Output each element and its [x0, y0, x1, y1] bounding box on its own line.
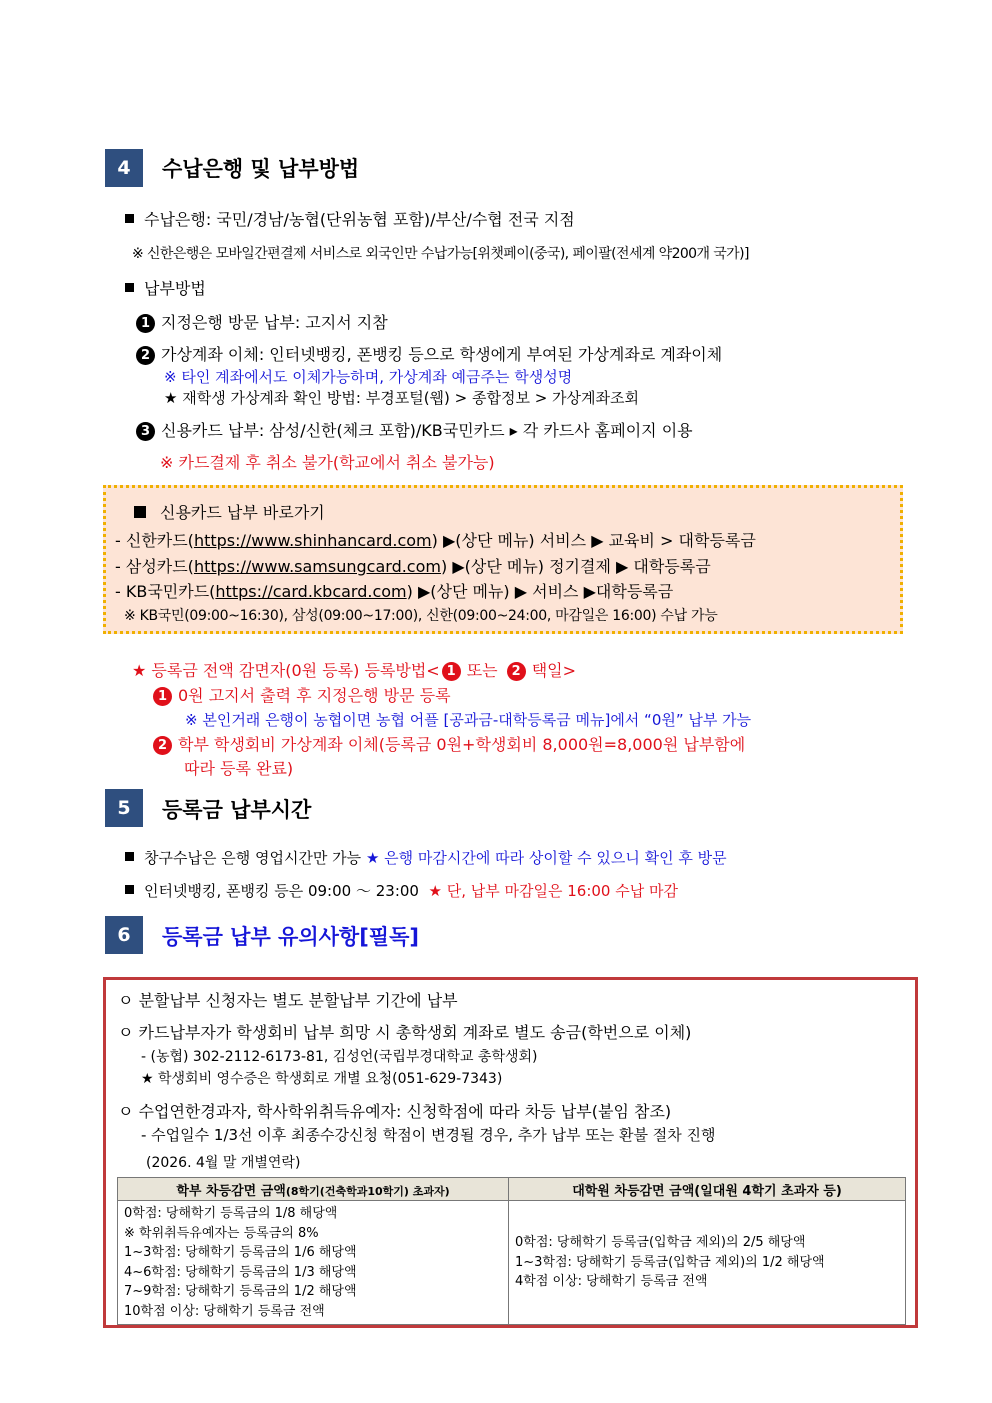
notice-item-1: ㅇ 분할납부 신청자는 별도 분할납부 기간에 납부 [118, 991, 458, 1010]
exemption-option-1-note: ※ 본인거래 은행이 농협이면 농협 어플 [공과금-대학등록금 메뉴]에서 “0원” 납부 가능 [185, 711, 752, 729]
shinhan-card-line: - 신한카드(https://www.shinhancard.com) ▶(상단 메뉴) 서비스 ▶ 교육비 > 대학등록금 [115, 531, 756, 550]
shinhan-note: ※ 신한은행은 모바일간편결제 서비스로 외국인만 수납가능[위챗페이(중국), 페이팔(전세계 약200개 국가)] [132, 246, 749, 262]
method-3: 3 신용카드 납부: 삼성/신한(체크 포함)/KB국민카드 ▸ 각 카드사 홈페이지 이용 [136, 418, 693, 441]
square-bullet-icon [125, 214, 134, 223]
section-6-number: 6 [105, 916, 143, 954]
undergrad-row: ※ 학위취득유예자는 등록금의 8% [124, 1225, 319, 1241]
shinhan-card-link[interactable]: https://www.shinhancard.com [193, 531, 432, 550]
kb-card-line: - KB국민카드(https://card.kbcard.com) ▶(상단 메뉴) ▶ 서비스 ▶대학등록금 [115, 582, 674, 601]
card-hours-note: ※ KB국민(09:00~16:30), 삼성(09:00~17:00), 신한(09:00~24:00, 마감일은 16:00) 수납 가능 [124, 608, 718, 624]
kb-card-link[interactable]: https://card.kbcard.com [215, 582, 407, 601]
card-shortcut-box [103, 485, 903, 634]
notice-item-3-sub-1: - 수업일수 1/3선 이후 최종수강신청 학점이 변경될 경우, 추가 납부 또는 환불 절차 진행 [141, 1126, 716, 1144]
notice-item-2-sub-2: ★ 학생회비 영수증은 학생회로 개별 요청(051-629-7343) [141, 1071, 503, 1087]
grad-row: 1~3학점: 당해학기 등록금(입학금 제외)의 1/2 해당액 [515, 1254, 825, 1270]
card-box-title: 신용카드 납부 바로가기 [134, 500, 325, 523]
bank-line: 수납은행: 국민/경남/농협(단위농협 포함)/부산/수협 전국 지점 [125, 207, 575, 230]
method-2-note-1: ※ 타인 계좌에서도 이체가능하며, 가상계좌 예금주는 학생성명 [164, 368, 573, 386]
number-1-icon: 1 [442, 662, 461, 681]
section-6-title: 등록금 납부 유의사항[필독] [162, 925, 419, 949]
undergrad-row: 1~3학점: 당해학기 등록금의 1/6 해당액 [124, 1245, 357, 1260]
exemption-heading: ★ 등록금 전액 감면자(0원 등록) 등록방법< 1 또는 2 택일> [132, 661, 577, 680]
exemption-option-1: 1 0원 고지서 출력 후 지정은행 방문 등록 [153, 683, 451, 706]
square-bullet-icon [125, 283, 134, 292]
reduction-table [117, 1177, 906, 1325]
notice-item-3-sub-2: (2026. 4월 말 개별연락) [146, 1155, 301, 1171]
number-1-icon: 1 [136, 314, 155, 333]
square-bullet-icon [125, 885, 134, 894]
hours-line-1: 창구수납은 은행 영업시간만 가능 ★ 은행 마감시간에 따라 상이할 수 있으니 확인 후 방문 [125, 847, 727, 868]
undergrad-row: 4~6학점: 당해학기 등록금의 1/3 해당액 [124, 1264, 357, 1280]
method-3-note: ※ 카드결제 후 취소 불가(학교에서 취소 불가능) [160, 453, 495, 472]
number-2-icon: 2 [507, 662, 526, 681]
grad-cell [509, 1201, 906, 1325]
notice-item-3: ㅇ 수업연한경과자, 학사학위취득유예자: 신청학점에 따라 차등 납부(붙임 참조) [118, 1102, 672, 1121]
number-3-icon: 3 [136, 422, 155, 441]
square-bullet-icon [125, 852, 134, 861]
section-4-title: 수납은행 및 납부방법 [162, 157, 360, 181]
undergrad-row: 0학점: 당해학기 등록금의 1/8 해당액 [124, 1206, 338, 1221]
method-2-note-2: ★ 재학생 가상계좌 확인 방법: 부경포털(웹) > 종합정보 > 가상계좌조회 [164, 389, 639, 407]
grad-row: 0학점: 당해학기 등록금(입학금 제외)의 2/5 해당액 [515, 1235, 806, 1251]
number-2-icon: 2 [136, 346, 155, 365]
exemption-option-2: 2 학부 학생회비 가상계좌 이체(등록금 0원+학생회비 8,000원=8,000원 납부함에 [153, 732, 745, 755]
method-2: 2 가상계좌 이체: 인터넷뱅킹, 폰뱅킹 등으로 학생에게 부여된 가상계좌로 계좌이체 [136, 342, 722, 365]
method-heading: 납부방법 [125, 276, 206, 299]
undergrad-row: 7~9학점: 당해학기 등록금의 1/2 해당액 [124, 1284, 357, 1299]
section-5-number: 5 [105, 789, 143, 827]
samsung-card-link[interactable]: https://www.samsungcard.com [193, 557, 441, 576]
section-4-number: 4 [105, 149, 143, 187]
undergrad-cell [118, 1201, 509, 1325]
grad-header: 대학원 차등감면 금액(일대원 4학기 초과자 등) [509, 1178, 906, 1201]
undergrad-row: 10학점 이상: 당해학기 등록금 전액 [124, 1303, 325, 1319]
undergrad-header: 학부 차등감면 금액(8학기(건축학과10학기) 초과자) [118, 1178, 509, 1201]
exemption-option-2-line-2: 따라 등록 완료) [184, 759, 294, 778]
samsung-card-line: - 삼성카드(https://www.samsungcard.com) ▶(상단 메뉴) 정기결제 ▶ 대학등록금 [115, 557, 711, 576]
number-1-icon: 1 [153, 687, 172, 706]
notice-item-2-sub-1: - (농협) 302-2112-6173-81, 김성언(국립부경대학교 총학생회) [141, 1049, 538, 1065]
grad-row: 4학점 이상: 당해학기 등록금 전액 [515, 1274, 708, 1290]
section-5-title: 등록금 납부시간 [162, 798, 312, 822]
notice-item-2: ㅇ 카드납부자가 학생회비 납부 희망 시 총학생회 계좌로 별도 송금(학번으로 이체) [118, 1023, 692, 1042]
number-2-icon: 2 [153, 736, 172, 755]
square-bullet-icon [134, 506, 146, 518]
method-1: 1 지정은행 방문 납부: 고지서 지참 [136, 310, 388, 333]
hours-line-2: 인터넷뱅킹, 폰뱅킹 등은 09:00 ～ 23:00 ★ 단, 납부 마감일은 16:00 수납 마감 [125, 880, 678, 901]
